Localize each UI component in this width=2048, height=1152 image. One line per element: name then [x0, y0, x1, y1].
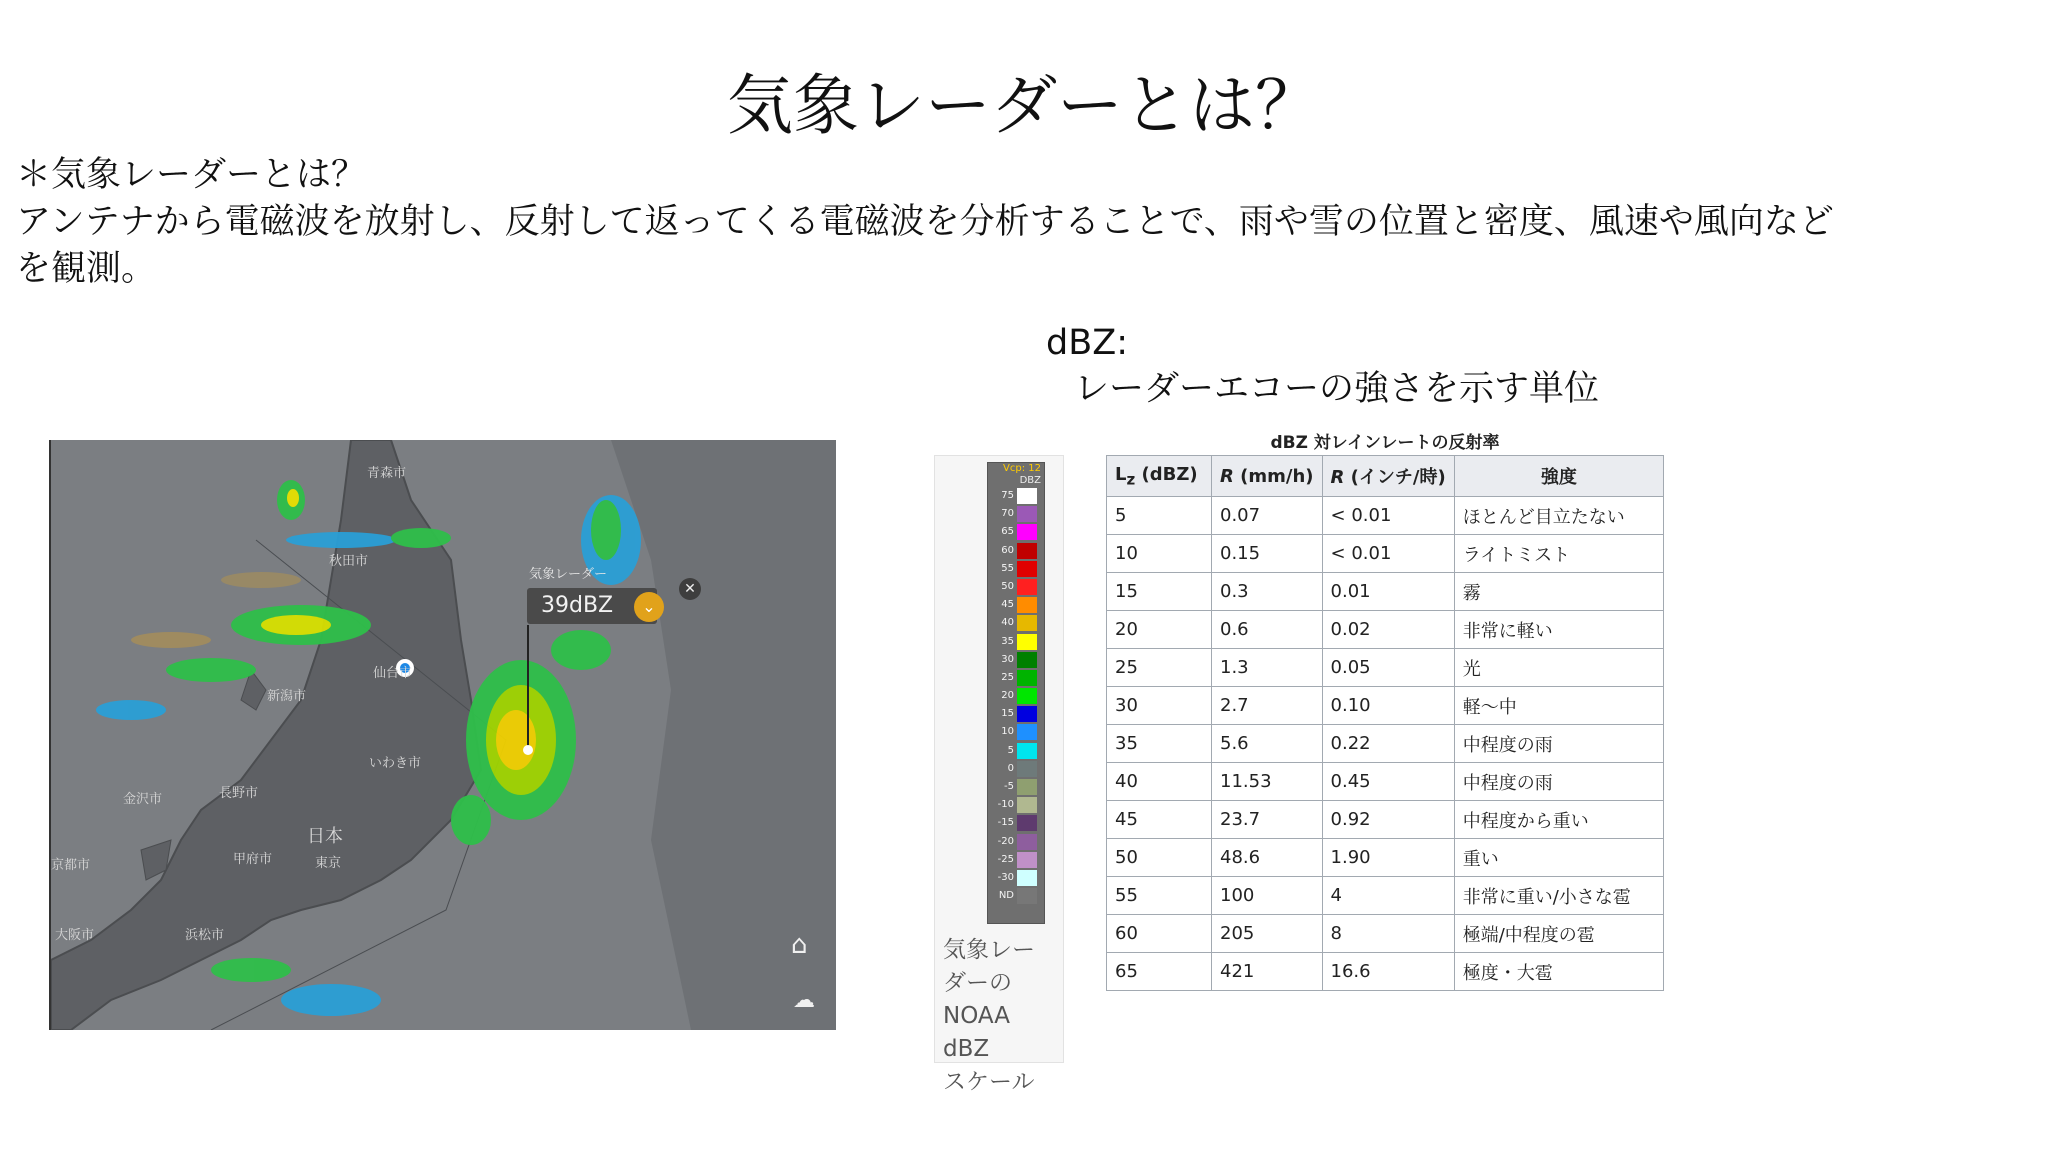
city-label-iwaki: いわき市	[369, 756, 422, 771]
table-row	[1107, 649, 1664, 687]
table-cell: 0.15	[1212, 535, 1323, 573]
table-cell: 100	[1212, 877, 1323, 915]
weather-layer-icon[interactable]: ☁	[793, 988, 815, 1013]
scale-color-swatch	[1017, 524, 1037, 540]
city-label-aomori: 青森市	[367, 466, 407, 481]
scale-level-row	[988, 796, 1044, 814]
table-cell: 0.10	[1322, 687, 1454, 725]
table-row	[1107, 611, 1664, 649]
table-cell: 10	[1107, 535, 1212, 573]
scale-level-label: 10	[1001, 726, 1014, 738]
intro-heading: ＊気象レーダーとは？	[16, 155, 367, 195]
scale-level-row	[988, 778, 1044, 796]
header-mm-unit: (mm/h)	[1240, 465, 1314, 487]
scale-color-swatch	[1017, 706, 1037, 722]
table-row	[1107, 725, 1664, 763]
table-cell: ライトミスト	[1454, 535, 1663, 573]
scale-color-swatch	[1017, 815, 1037, 831]
table-cell: 40	[1107, 763, 1212, 801]
header-inch-unit: (インチ/時)	[1350, 467, 1446, 488]
intro-text	[16, 152, 1834, 293]
country-label-japan: 日本	[307, 826, 343, 847]
scale-color-swatch	[1017, 579, 1037, 595]
intro-body-line2: を観測。	[16, 249, 157, 289]
table-cell: 非常に軽い	[1454, 611, 1663, 649]
table-cell: 205	[1212, 915, 1323, 953]
table-cell: 0.07	[1212, 497, 1323, 535]
scale-level-label: 0	[1007, 762, 1014, 774]
scale-unit-label: DBZ	[1019, 475, 1041, 486]
table-header-row	[1107, 456, 1664, 497]
scale-caption	[943, 934, 1063, 1099]
scale-color-swatch	[1017, 634, 1037, 650]
chevron-down-icon[interactable]: ⌄	[634, 592, 664, 622]
table-cell: 0.01	[1322, 573, 1454, 611]
table-cell: 50	[1107, 839, 1212, 877]
scale-color-swatch	[1017, 561, 1037, 577]
city-label-hamamatsu: 浜松市	[185, 928, 225, 943]
scale-caption-line: NOAA dBZ	[943, 1003, 1011, 1062]
table-cell: 20	[1107, 611, 1212, 649]
scale-level-row	[988, 687, 1044, 705]
city-label-kyoto: 京都市	[51, 858, 91, 873]
table-cell: 65	[1107, 953, 1212, 991]
table-cell: 霧	[1454, 573, 1663, 611]
city-label-kofu: 甲府市	[233, 852, 273, 867]
table-cell: 4	[1322, 877, 1454, 915]
table-cell: 非常に重い/小さな雹	[1454, 877, 1663, 915]
table-row	[1107, 953, 1664, 991]
table-cell: < 0.01	[1322, 535, 1454, 573]
table-cell: ほとんど目立たない	[1454, 497, 1663, 535]
table-body	[1107, 497, 1664, 991]
column-header-rate-inch	[1322, 456, 1454, 497]
close-icon[interactable]: ✕	[679, 578, 701, 600]
table-cell: 8	[1322, 915, 1454, 953]
scale-color-swatch	[1017, 761, 1037, 777]
table-cell: 25	[1107, 649, 1212, 687]
scale-caption-line: 気象レー	[943, 937, 1035, 963]
scale-level-row	[988, 633, 1044, 651]
scale-level-row	[988, 887, 1044, 905]
dbz-color-scale	[987, 462, 1045, 924]
scale-color-swatch	[1017, 543, 1037, 559]
scale-level-row	[988, 833, 1044, 851]
table-cell: 5.6	[1212, 725, 1323, 763]
city-label-nagano: 長野市	[219, 786, 259, 801]
table-row	[1107, 801, 1664, 839]
scale-level-label: 50	[1001, 580, 1014, 592]
scale-level-row	[988, 723, 1044, 741]
scale-color-swatch	[1017, 670, 1037, 686]
scale-color-swatch	[1017, 888, 1037, 904]
dbz-scale-panel	[934, 455, 1064, 1095]
table-cell: 0.6	[1212, 611, 1323, 649]
table-cell: 中程度の雨	[1454, 763, 1663, 801]
table-cell: 極端/中程度の雹	[1454, 915, 1663, 953]
scale-rows	[988, 487, 1044, 905]
scale-level-label: -30	[997, 871, 1014, 883]
header-r-symbol: R	[1330, 467, 1345, 488]
scale-level-row	[988, 560, 1044, 578]
table-row	[1107, 763, 1664, 801]
table-cell: 60	[1107, 915, 1212, 953]
table-cell: 35	[1107, 725, 1212, 763]
scale-level-label: -10	[997, 799, 1014, 811]
table-cell: 15	[1107, 573, 1212, 611]
scale-color-swatch	[1017, 797, 1037, 813]
table-cell: 0.02	[1322, 611, 1454, 649]
table-cell: 0.22	[1322, 725, 1454, 763]
scale-color-swatch	[1017, 724, 1037, 740]
scale-level-label: 20	[1001, 690, 1014, 702]
header-l-symbol: L	[1115, 463, 1127, 485]
scale-color-swatch	[1017, 779, 1037, 795]
table-row	[1107, 573, 1664, 611]
scale-level-row	[988, 760, 1044, 778]
scale-level-label: 75	[1001, 490, 1014, 501]
table-row	[1107, 687, 1664, 725]
dbz-description: レーダーエコーの強さを示す単位	[1074, 369, 1600, 409]
scale-level-row	[988, 814, 1044, 832]
scale-color-swatch	[1017, 688, 1037, 704]
radar-map-graphic	[51, 440, 836, 1030]
table-cell: 23.7	[1212, 801, 1323, 839]
scale-level-row	[988, 614, 1044, 632]
table-cell: 0.3	[1212, 573, 1323, 611]
scale-level-row	[988, 705, 1044, 723]
scale-level-row	[988, 542, 1044, 560]
scale-level-row	[988, 523, 1044, 541]
intro-body-line1: アンテナから電磁波を放射し、反射して返ってくる電磁波を分析することで、雨や雪の位置と密度、風速や風向など	[16, 202, 1834, 242]
table-cell: 48.6	[1212, 839, 1323, 877]
scale-level-label: -5	[1004, 781, 1014, 792]
scale-color-swatch	[1017, 597, 1037, 613]
table-cell: 0.45	[1322, 763, 1454, 801]
scale-level-label: -25	[997, 853, 1014, 865]
table-cell: 重い	[1454, 839, 1663, 877]
radar-value-popup: 39dBZ	[527, 588, 657, 624]
city-label-kanazawa: 金沢市	[123, 792, 163, 807]
scale-level-label: 65	[1001, 526, 1014, 538]
table-caption: dBZ 対レインレートの反射率	[1270, 433, 1500, 453]
table-cell: 45	[1107, 801, 1212, 839]
column-header-intensity: 強度	[1454, 456, 1663, 497]
scale-level-label: -20	[997, 835, 1014, 847]
table-cell: 30	[1107, 687, 1212, 725]
scale-color-swatch	[1017, 743, 1037, 759]
scale-color-swatch	[1017, 506, 1037, 522]
table-cell: 1.90	[1322, 839, 1454, 877]
slide-title: 気象レーダーとは？	[727, 67, 1321, 144]
header-r-symbol: R	[1220, 465, 1234, 487]
scale-level-label: -15	[997, 817, 1014, 829]
table-row	[1107, 535, 1664, 573]
scale-caption-line: ダーの	[943, 970, 1012, 996]
scale-caption-line: スケール	[943, 1069, 1035, 1095]
table-cell: 2.7	[1212, 687, 1323, 725]
scale-color-swatch	[1017, 615, 1037, 631]
home-icon[interactable]: ⌂	[791, 930, 808, 960]
scale-vcp-label: Vcp: 12	[1003, 463, 1041, 474]
scale-level-label: 25	[1001, 671, 1014, 683]
popup-caption: 気象レーダー	[529, 567, 608, 582]
header-dbz-unit: (dBZ)	[1141, 463, 1198, 485]
table-cell: 中程度から重い	[1454, 801, 1663, 839]
city-label-tokyo: 東京	[315, 856, 342, 871]
header-z-subscript: z	[1126, 470, 1136, 489]
scale-level-label: 40	[1001, 617, 1014, 629]
scale-level-label: ND	[998, 890, 1014, 902]
scale-level-row	[988, 487, 1044, 505]
column-header-rate-mm	[1212, 456, 1323, 497]
scale-level-label: 35	[1001, 635, 1014, 647]
table-row	[1107, 839, 1664, 877]
scale-color-swatch	[1017, 870, 1037, 886]
table-cell: 0.05	[1322, 649, 1454, 687]
table-cell: 16.6	[1322, 953, 1454, 991]
scale-level-label: 70	[1001, 508, 1014, 520]
table-row	[1107, 877, 1664, 915]
scale-level-row	[988, 596, 1044, 614]
scale-color-swatch	[1017, 834, 1037, 850]
city-label-sendai: 仙台市	[373, 666, 413, 681]
dbz-definition	[1046, 320, 1599, 412]
scale-level-row	[988, 669, 1044, 687]
table-row	[1107, 497, 1664, 535]
scale-level-label: 15	[1001, 708, 1014, 720]
scale-level-label: 5	[1007, 744, 1014, 756]
dbz-term: dBZ:	[1046, 323, 1128, 363]
radar-map	[49, 440, 836, 1030]
table-cell: < 0.01	[1322, 497, 1454, 535]
scale-level-label: 45	[1001, 599, 1014, 611]
table-cell: 55	[1107, 877, 1212, 915]
scale-color-swatch	[1017, 488, 1037, 504]
table-cell: 0.92	[1322, 801, 1454, 839]
table-cell: 5	[1107, 497, 1212, 535]
table-cell: 中程度の雨	[1454, 725, 1663, 763]
column-header-lz	[1107, 456, 1212, 497]
table-cell: 極度・大雹	[1454, 953, 1663, 991]
table-cell: 421	[1212, 953, 1323, 991]
scale-level-label: 60	[1001, 544, 1014, 556]
table-row	[1107, 915, 1664, 953]
scale-level-row	[988, 505, 1044, 523]
scale-level-row	[988, 651, 1044, 669]
city-label-akita: 秋田市	[329, 554, 369, 569]
city-label-osaka: 大阪市	[55, 928, 95, 943]
reflectivity-table	[1106, 455, 1664, 991]
city-label-niigata: 新潟市	[267, 689, 307, 704]
scale-level-row	[988, 869, 1044, 887]
table-cell: 11.53	[1212, 763, 1323, 801]
scale-color-swatch	[1017, 852, 1037, 868]
table-cell: 1.3	[1212, 649, 1323, 687]
table-cell: 光	[1454, 649, 1663, 687]
scale-level-row	[988, 578, 1044, 596]
scale-level-row	[988, 851, 1044, 869]
scale-color-swatch	[1017, 652, 1037, 668]
scale-level-label: 55	[1001, 562, 1014, 574]
scale-level-row	[988, 742, 1044, 760]
scale-level-label: 30	[1001, 653, 1014, 665]
table-cell: 軽～中	[1454, 687, 1663, 725]
